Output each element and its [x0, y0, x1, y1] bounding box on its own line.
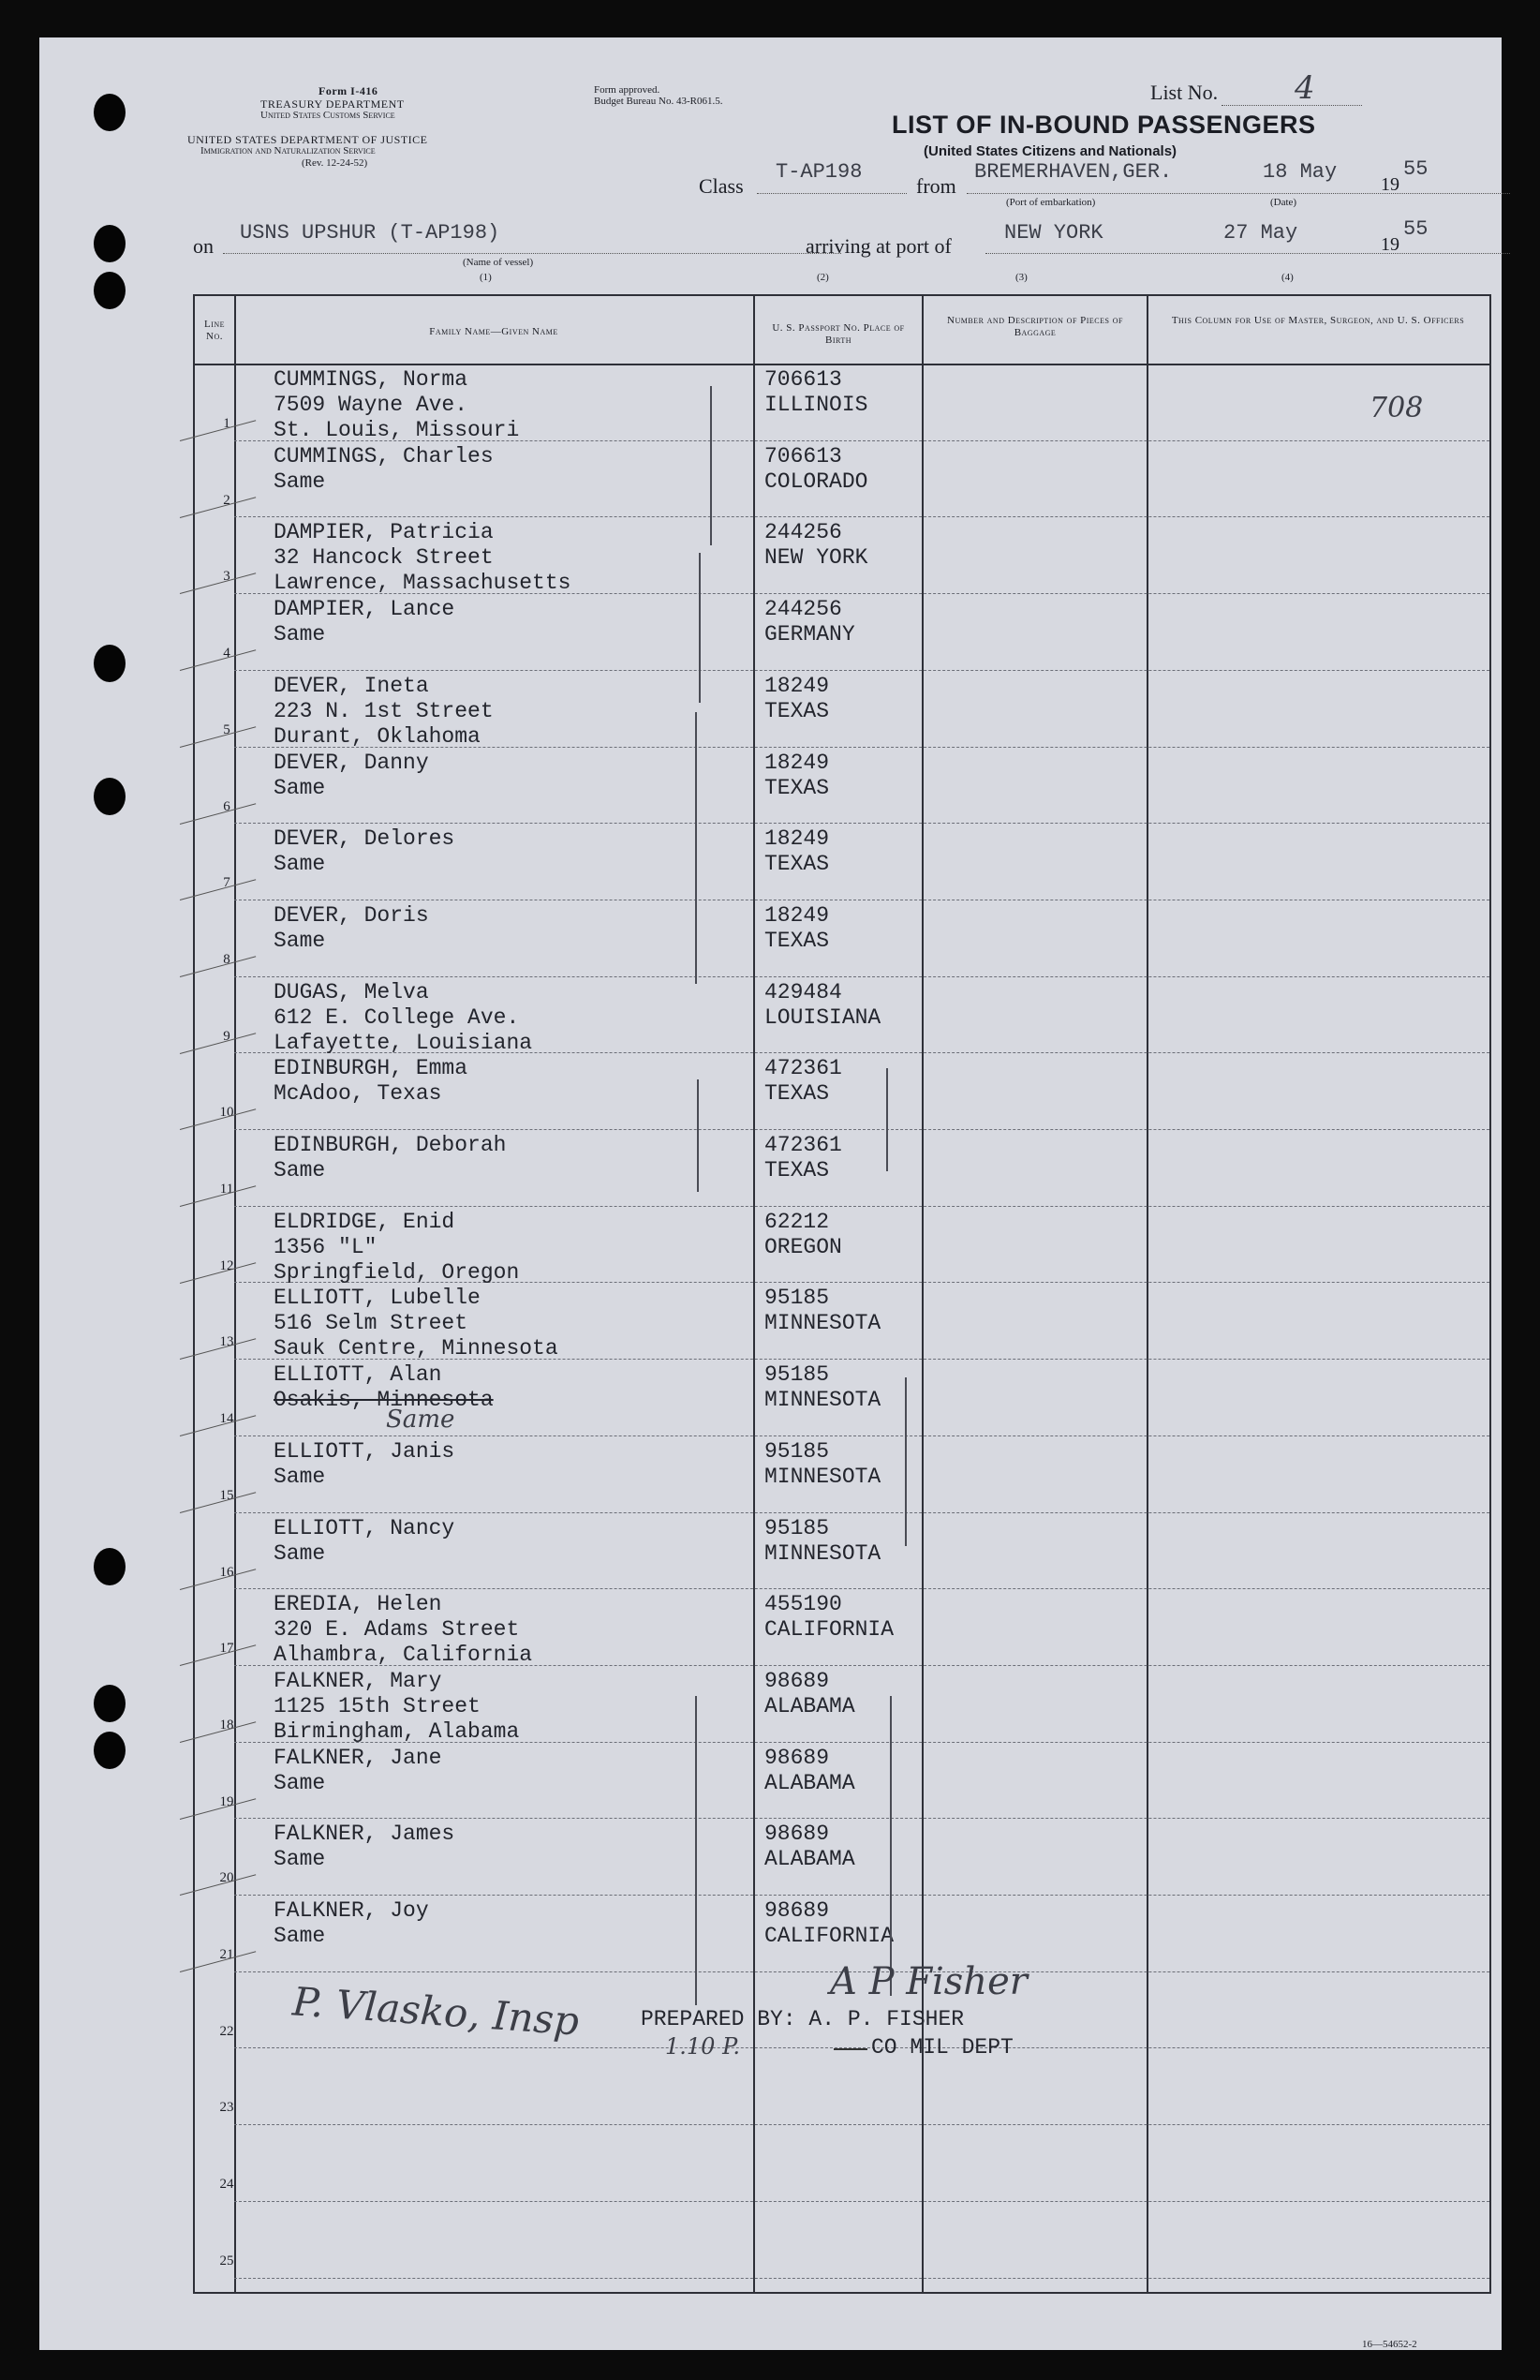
embarkation-year: 55 [1403, 157, 1429, 181]
column-number-3: (3) [1015, 272, 1028, 283]
treasury-department: TREASURY DEPARTMENT [260, 97, 405, 111]
line-number: 2 [223, 492, 230, 508]
passenger-name: ELLIOTT, Nancy [274, 1515, 455, 1540]
line-number: 21 [219, 1947, 234, 1962]
row-divider [234, 1435, 1489, 1436]
passenger-address: Birmingham, Alabama [274, 1718, 520, 1744]
line-number: 25 [219, 2253, 234, 2268]
passenger-address: Durant, Oklahoma [274, 723, 481, 749]
customs-service: United States Customs Service [260, 110, 395, 121]
class-value: T-AP198 [776, 160, 863, 184]
prepared-department: CO MIL DEPT [871, 2035, 1014, 2060]
passenger-address: 612 E. College Ave. [274, 1004, 520, 1030]
port-embarkation-caption: (Port of embarkation) [1006, 197, 1096, 208]
punch-hole [94, 272, 126, 309]
row-divider [234, 1512, 1489, 1513]
passport-number: 98689 [764, 1898, 830, 1923]
arrival-port: NEW YORK [1004, 221, 1103, 245]
line-number: 5 [223, 721, 230, 737]
passenger-address: 516 Selm Street [274, 1311, 468, 1336]
passenger-name: ELDRIDGE, Enid [274, 1209, 455, 1234]
passenger-address: Same [274, 1847, 326, 1872]
place-of-birth: LOUISIANA [764, 1004, 881, 1030]
embarkation-port: BREMERHAVEN,GER. [974, 160, 1173, 184]
row-divider [234, 1129, 1489, 1130]
passenger-address: 223 N. 1st Street [274, 698, 494, 723]
embarkation-date: 18 May [1263, 160, 1338, 184]
passenger-name: EREDIA, Helen [274, 1592, 442, 1617]
list-number-label: List No. [1150, 81, 1219, 104]
passport-number: 18249 [764, 902, 830, 928]
form-approved: Form approved. [594, 84, 660, 96]
punch-hole [94, 1732, 126, 1769]
passport-number: 244256 [764, 597, 842, 622]
passenger-name: FALKNER, Joy [274, 1898, 429, 1923]
place-of-birth: OREGON [764, 1234, 842, 1259]
column-number-4: (4) [1281, 272, 1294, 283]
line-number: 17 [219, 1641, 234, 1657]
class-label: Class [699, 174, 744, 198]
prepared-by: PREPARED BY: A. P. FISHER [641, 2007, 965, 2031]
passport-number: 18249 [764, 826, 830, 852]
passenger-address: Same [274, 852, 326, 877]
passport-number: 472361 [764, 1056, 842, 1081]
passport-number: 706613 [764, 443, 842, 469]
place-of-birth: TEXAS [764, 1158, 830, 1183]
passport-number: 472361 [764, 1133, 842, 1157]
place-of-birth: TEXAS [764, 775, 830, 800]
row-divider [234, 976, 1489, 977]
passenger-address: Same [274, 1770, 326, 1795]
place-of-birth: ALABAMA [764, 1847, 855, 1872]
line-number: 13 [219, 1334, 234, 1350]
line-number: 4 [223, 646, 230, 662]
place-of-birth: ILLINOIS [764, 393, 868, 417]
row-divider [234, 2278, 1489, 2279]
row-divider [234, 1895, 1489, 1896]
line-number: 1 [223, 416, 230, 431]
passenger-name: DEVER, Ineta [274, 673, 429, 698]
inspector-signature: P. Vlasko, Insp [290, 1978, 581, 2045]
passenger-address: Same [274, 775, 326, 800]
column-header-passport: U. S. Passport No. Place of Birth [772, 322, 905, 346]
passport-number: 18249 [764, 750, 830, 775]
list-number: 4 [1295, 69, 1315, 107]
passenger-address: Same [274, 1924, 326, 1948]
line-number: 15 [219, 1487, 234, 1503]
place-of-birth: NEW YORK [764, 545, 868, 571]
line-number: 6 [223, 798, 230, 814]
row-divider [234, 670, 1489, 671]
year-prefix: 19 [1381, 174, 1399, 195]
row-divider [234, 1588, 1489, 1589]
place-of-birth: CALIFORNIA [764, 1924, 895, 1948]
arriving-label: arriving at port of [806, 234, 952, 258]
line-number: 11 [219, 1182, 234, 1197]
passenger-name: DUGAS, Melva [274, 979, 429, 1004]
passenger-address: Lafayette, Louisiana [274, 1030, 533, 1055]
line-number: 18 [219, 1717, 234, 1733]
passport-number: 95185 [764, 1438, 830, 1464]
place-of-birth: TEXAS [764, 1081, 830, 1107]
passenger-name: EDINBURGH, Emma [274, 1056, 468, 1081]
justice-department: UNITED STATES DEPARTMENT OF JUSTICE [187, 133, 428, 146]
line-number: 16 [219, 1564, 234, 1580]
page-subtitle: (United States Citizens and Nationals) [924, 143, 1177, 159]
passenger-address: Same [274, 469, 326, 494]
row-divider [234, 2201, 1489, 2202]
passport-number: 18249 [764, 673, 830, 698]
row-divider [234, 516, 1489, 517]
row-divider [234, 1206, 1489, 1207]
place-of-birth: MINNESOTA [764, 1464, 881, 1489]
punch-hole [94, 1548, 126, 1585]
vessel-caption: (Name of vessel) [463, 257, 534, 268]
line-number: 22 [219, 2023, 234, 2039]
page-title: LIST OF IN-BOUND PASSENGERS [892, 111, 1316, 139]
vessel-name: USNS UPSHUR (T-AP198) [240, 221, 500, 245]
on-label: on [193, 234, 214, 258]
line-number: 14 [219, 1411, 234, 1427]
passport-number: 95185 [764, 1515, 830, 1540]
passport-number: 62212 [764, 1209, 830, 1234]
passenger-name: ELLIOTT, Lubelle [274, 1286, 481, 1311]
passenger-name: DEVER, Doris [274, 902, 429, 928]
passenger-address: Same [274, 1158, 326, 1183]
column-header-baggage: Number and Description of Pieces of Baggage [947, 315, 1123, 338]
passenger-address: 1356 "L" [274, 1234, 378, 1259]
passenger-address: Sauk Centre, Minnesota [274, 1336, 558, 1361]
line-number: 20 [219, 1870, 234, 1886]
punch-hole [94, 645, 126, 682]
passenger-address: 32 Hancock Street [274, 545, 494, 571]
place-of-birth: GERMANY [764, 622, 855, 647]
passenger-address: Same [274, 1464, 326, 1489]
line-number: 10 [219, 1105, 234, 1121]
column-number-2: (2) [817, 272, 829, 283]
place-of-birth: MINNESOTA [764, 1388, 881, 1413]
column-number-1: (1) [480, 272, 492, 283]
handwritten-note: 708 [1370, 392, 1424, 424]
passenger-address: Same [274, 928, 326, 953]
passenger-name: ELLIOTT, Janis [274, 1438, 455, 1464]
column-header-officers: This Column for Use of Master, Surgeon, and U. S. Officers [1171, 315, 1465, 326]
passenger-name: DEVER, Danny [274, 750, 429, 775]
print-code: 16—54652-2 [1362, 2339, 1417, 2350]
column-header-name: Family Name—Given Name [429, 326, 558, 337]
line-number: 9 [223, 1028, 230, 1044]
passport-number: 95185 [764, 1286, 830, 1311]
passenger-name: CUMMINGS, Charles [274, 443, 494, 469]
ins-service: Immigration and Naturalization Service [200, 145, 376, 156]
passenger-address: Alhambra, California [274, 1643, 533, 1668]
passenger-address: Same [274, 622, 326, 647]
handwritten-correction: Same [386, 1406, 455, 1435]
line-number: 12 [219, 1257, 234, 1273]
place-of-birth: MINNESOTA [764, 1311, 881, 1336]
line-number: 24 [219, 2177, 234, 2193]
arrival-year-prefix: 19 [1381, 234, 1399, 255]
punch-hole [94, 778, 126, 815]
arrival-year: 55 [1403, 217, 1429, 241]
row-divider [234, 2124, 1489, 2125]
passenger-address: 1125 15th Street [274, 1693, 481, 1718]
document-page [39, 37, 1502, 2350]
passenger-address: Springfield, Oregon [274, 1259, 520, 1285]
place-of-birth: CALIFORNIA [764, 1617, 895, 1643]
passenger-name: ELLIOTT, Alan [274, 1362, 442, 1388]
passport-number: 429484 [764, 979, 842, 1004]
passport-number: 244256 [764, 520, 842, 545]
passport-number: 98689 [764, 1745, 830, 1770]
punch-hole [94, 225, 126, 262]
line-number: 8 [223, 951, 230, 967]
passenger-name: FALKNER, Jane [274, 1745, 442, 1770]
row-divider [234, 823, 1489, 824]
column-header-line: Line No. [203, 319, 226, 342]
line-number: 3 [223, 569, 230, 585]
passenger-name: DEVER, Delores [274, 826, 455, 852]
place-of-birth: TEXAS [764, 852, 830, 877]
passport-number: 98689 [764, 1668, 830, 1693]
passenger-name: FALKNER, Mary [274, 1668, 442, 1693]
passenger-name: DAMPIER, Patricia [274, 520, 494, 545]
line-number: 23 [219, 2100, 234, 2116]
punch-hole [94, 94, 126, 131]
passenger-name: DAMPIER, Lance [274, 597, 455, 622]
passenger-address: 7509 Wayne Ave. [274, 393, 468, 417]
date-caption: (Date) [1270, 197, 1297, 208]
punch-hole [94, 1685, 126, 1722]
place-of-birth: COLORADO [764, 469, 868, 494]
form-number: Form I-416 [318, 84, 378, 97]
passport-number: 95185 [764, 1362, 830, 1388]
passenger-address: St. Louis, Missouri [274, 418, 520, 442]
passenger-name: FALKNER, James [274, 1822, 455, 1847]
line-number: 7 [223, 875, 230, 891]
inspector-initials: 1.10 P. [665, 2033, 740, 2060]
from-label: from [916, 174, 956, 198]
passenger-name: EDINBURGH, Deborah [274, 1133, 507, 1157]
passenger-address: McAdoo, Texas [274, 1081, 442, 1107]
handwritten-signature: A P Fisher [830, 1960, 1028, 2003]
passport-number: 706613 [764, 367, 842, 392]
passenger-address: Osakis, Minnesota [274, 1388, 494, 1413]
place-of-birth: ALABAMA [764, 1770, 855, 1795]
passenger-address: 320 E. Adams Street [274, 1617, 520, 1643]
place-of-birth: MINNESOTA [764, 1540, 881, 1566]
line-number: 19 [219, 1793, 234, 1809]
place-of-birth: TEXAS [764, 698, 830, 723]
place-of-birth: TEXAS [764, 928, 830, 953]
passenger-name: CUMMINGS, Norma [274, 367, 468, 392]
place-of-birth: ALABAMA [764, 1693, 855, 1718]
arrival-date: 27 May [1223, 221, 1298, 245]
revision-date: (Rev. 12-24-52) [302, 157, 368, 169]
row-divider [234, 1818, 1489, 1819]
passenger-address: Same [274, 1540, 326, 1566]
passport-number: 98689 [764, 1822, 830, 1847]
budget-bureau: Budget Bureau No. 43-R061.5. [594, 96, 723, 107]
passport-number: 455190 [764, 1592, 842, 1617]
passenger-address: Lawrence, Massachusetts [274, 571, 571, 596]
